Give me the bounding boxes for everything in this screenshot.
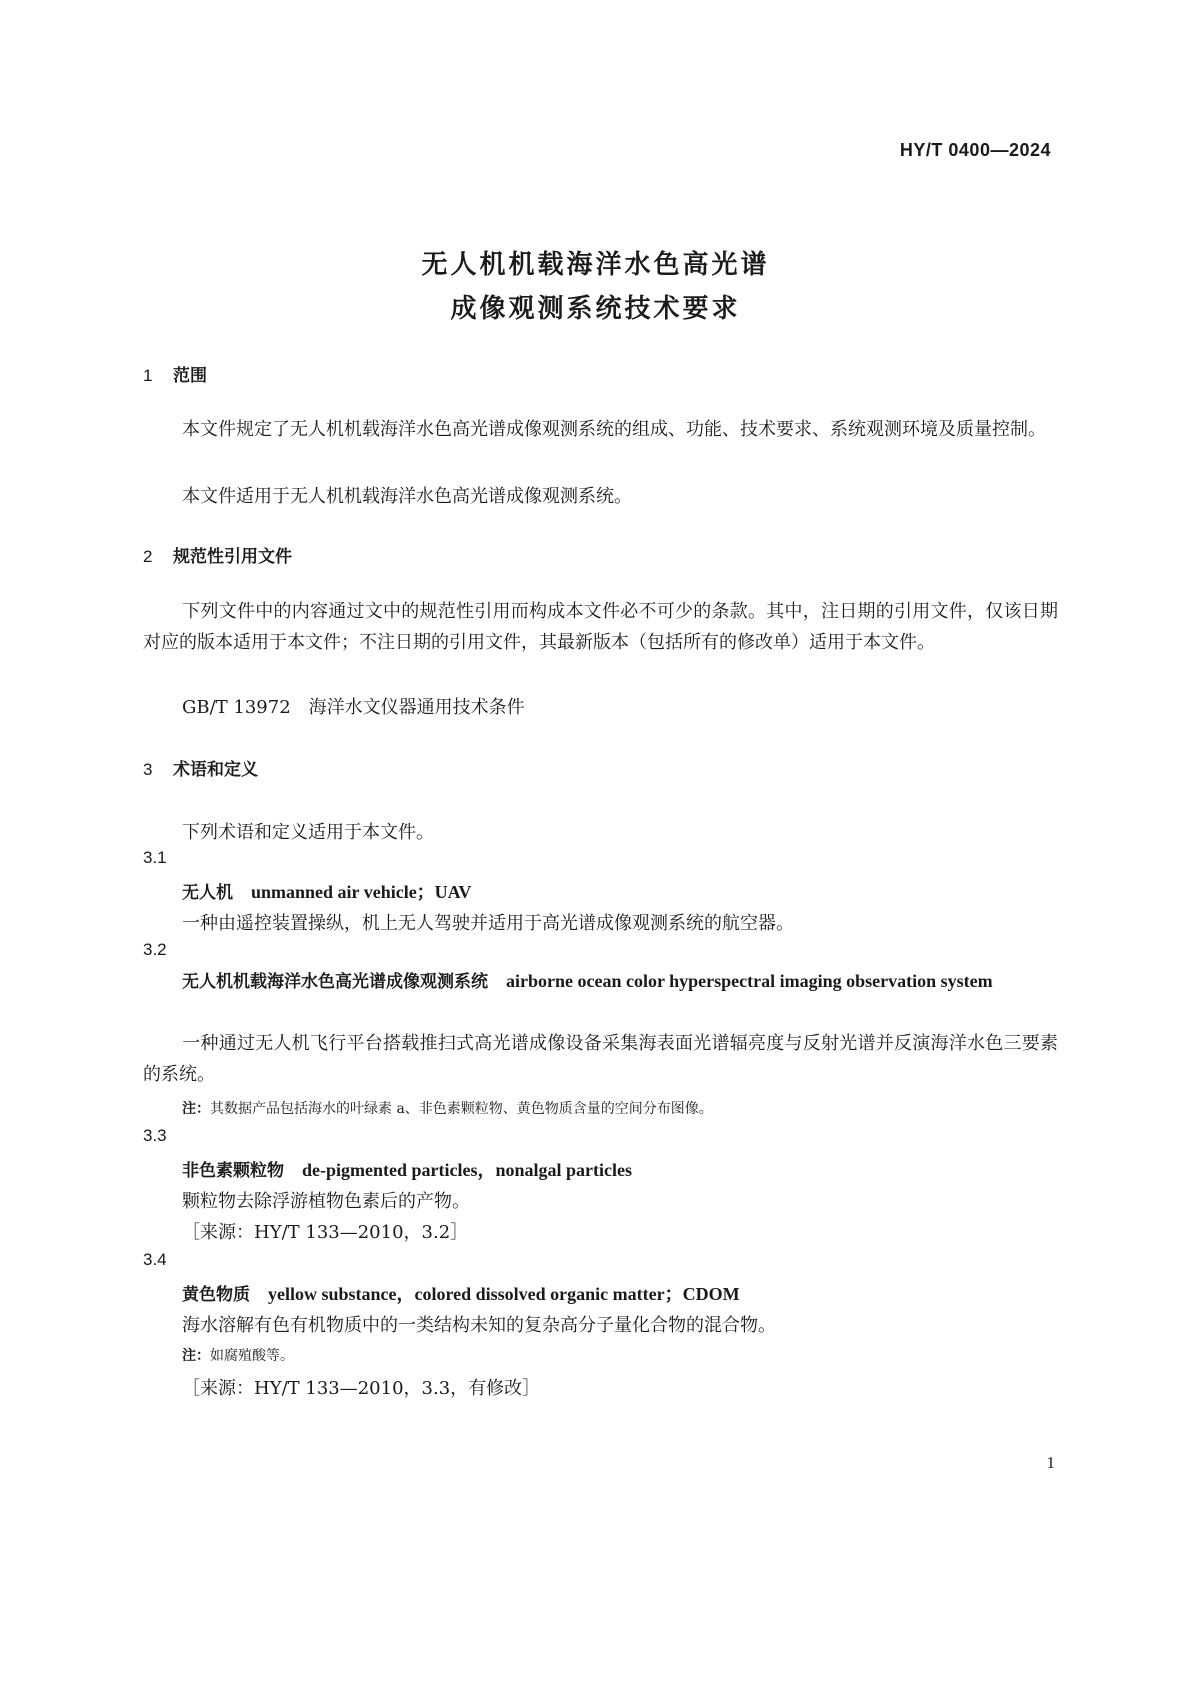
term-zh: 无人机机载海洋水色高光谱成像观测系统 — [182, 972, 488, 992]
term-note — [182, 1345, 294, 1365]
term-en: unmanned air vehicle；UAV — [251, 882, 472, 902]
standard-number: HY/T 0400—2024 — [899, 140, 1051, 160]
paragraph-references: 下列文件中的内容通过文中的规范性引用而构成本文件必不可少的条款。其中，注日期的引用文件，仅该日期对应的版本适用于本文件；不注日期的引用文件，其最新版本（包括所有的修改单）适用于本文件。 — [143, 601, 1058, 653]
term-entry — [143, 966, 1058, 998]
term-en: airborne ocean color hyperspectral imaging observation system — [506, 971, 993, 991]
section-heading-terms — [143, 755, 258, 780]
term-definition: 海水溶解有色有机物质中的一类结构未知的复杂高分子量化合物的混合物。 — [182, 1315, 776, 1336]
term-source: ［来源：HY/T 133—2010，3.3，有修改］ — [182, 1378, 541, 1399]
document-title-line1: 无人机机载海洋水色高光谱 — [421, 250, 770, 280]
term-number: 3.4 — [143, 1250, 167, 1269]
term-en: de-pigmented particles，nonalgal particles — [302, 1160, 632, 1180]
note-label: 注： — [182, 1348, 210, 1364]
note-text: 如腐殖酸等。 — [210, 1348, 294, 1364]
paragraph-scope-2: 本文件适用于无人机机载海洋水色高光谱成像观测系统。 — [182, 486, 632, 507]
term-entry — [182, 1156, 632, 1182]
term-number: 3.1 — [143, 848, 167, 867]
term-entry — [182, 1280, 740, 1306]
section-heading-normative-references — [143, 542, 292, 567]
section-heading-scope — [143, 361, 207, 386]
paragraph-scope-1: 本文件规定了无人机机载海洋水色高光谱成像观测系统的组成、功能、技术要求、系统观测环境及质量控制。 — [182, 419, 1046, 440]
page-number: 1 — [1046, 1453, 1055, 1472]
section-title: 范围 — [173, 366, 207, 386]
section-title: 规范性引用文件 — [173, 547, 292, 567]
note-label: 注： — [182, 1101, 210, 1117]
section-number: 2 — [143, 547, 153, 566]
section-number: 1 — [143, 366, 153, 385]
terms-intro: 下列术语和定义适用于本文件。 — [182, 822, 434, 843]
term-en: yellow substance，colored dissolved organic matter；CDOM — [268, 1284, 740, 1304]
term-zh: 黄色物质 — [182, 1285, 250, 1305]
term-number: 3.2 — [143, 940, 167, 959]
term-source: ［来源：HY/T 133—2010，3.2］ — [182, 1222, 469, 1243]
note-text: 其数据产品包括海水的叶绿素 a、非色素颗粒物、黄色物质含量的空间分布图像。 — [210, 1101, 713, 1117]
reference-item: GB/T 13972 海洋水文仪器通用技术条件 — [182, 697, 525, 718]
term-definition: 颗粒物去除浮游植物色素后的产物。 — [182, 1191, 470, 1212]
term-number: 3.3 — [143, 1126, 167, 1145]
section-title: 术语和定义 — [173, 760, 258, 780]
term-note — [182, 1098, 713, 1118]
term-definition: 一种由遥控装置操纵，机上无人驾驶并适用于高光谱成像观测系统的航空器。 — [182, 913, 794, 934]
term-definition: 一种通过无人机飞行平台搭载推扫式高光谱成像设备采集海表面光谱辐亮度与反射光谱并反演海洋水色三要素的系统。 — [143, 1033, 1058, 1085]
term-zh: 非色素颗粒物 — [182, 1161, 284, 1181]
term-zh: 无人机 — [182, 883, 233, 903]
document-title-line2: 成像观测系统技术要求 — [450, 294, 741, 324]
section-number: 3 — [143, 760, 153, 779]
term-entry — [182, 878, 471, 904]
